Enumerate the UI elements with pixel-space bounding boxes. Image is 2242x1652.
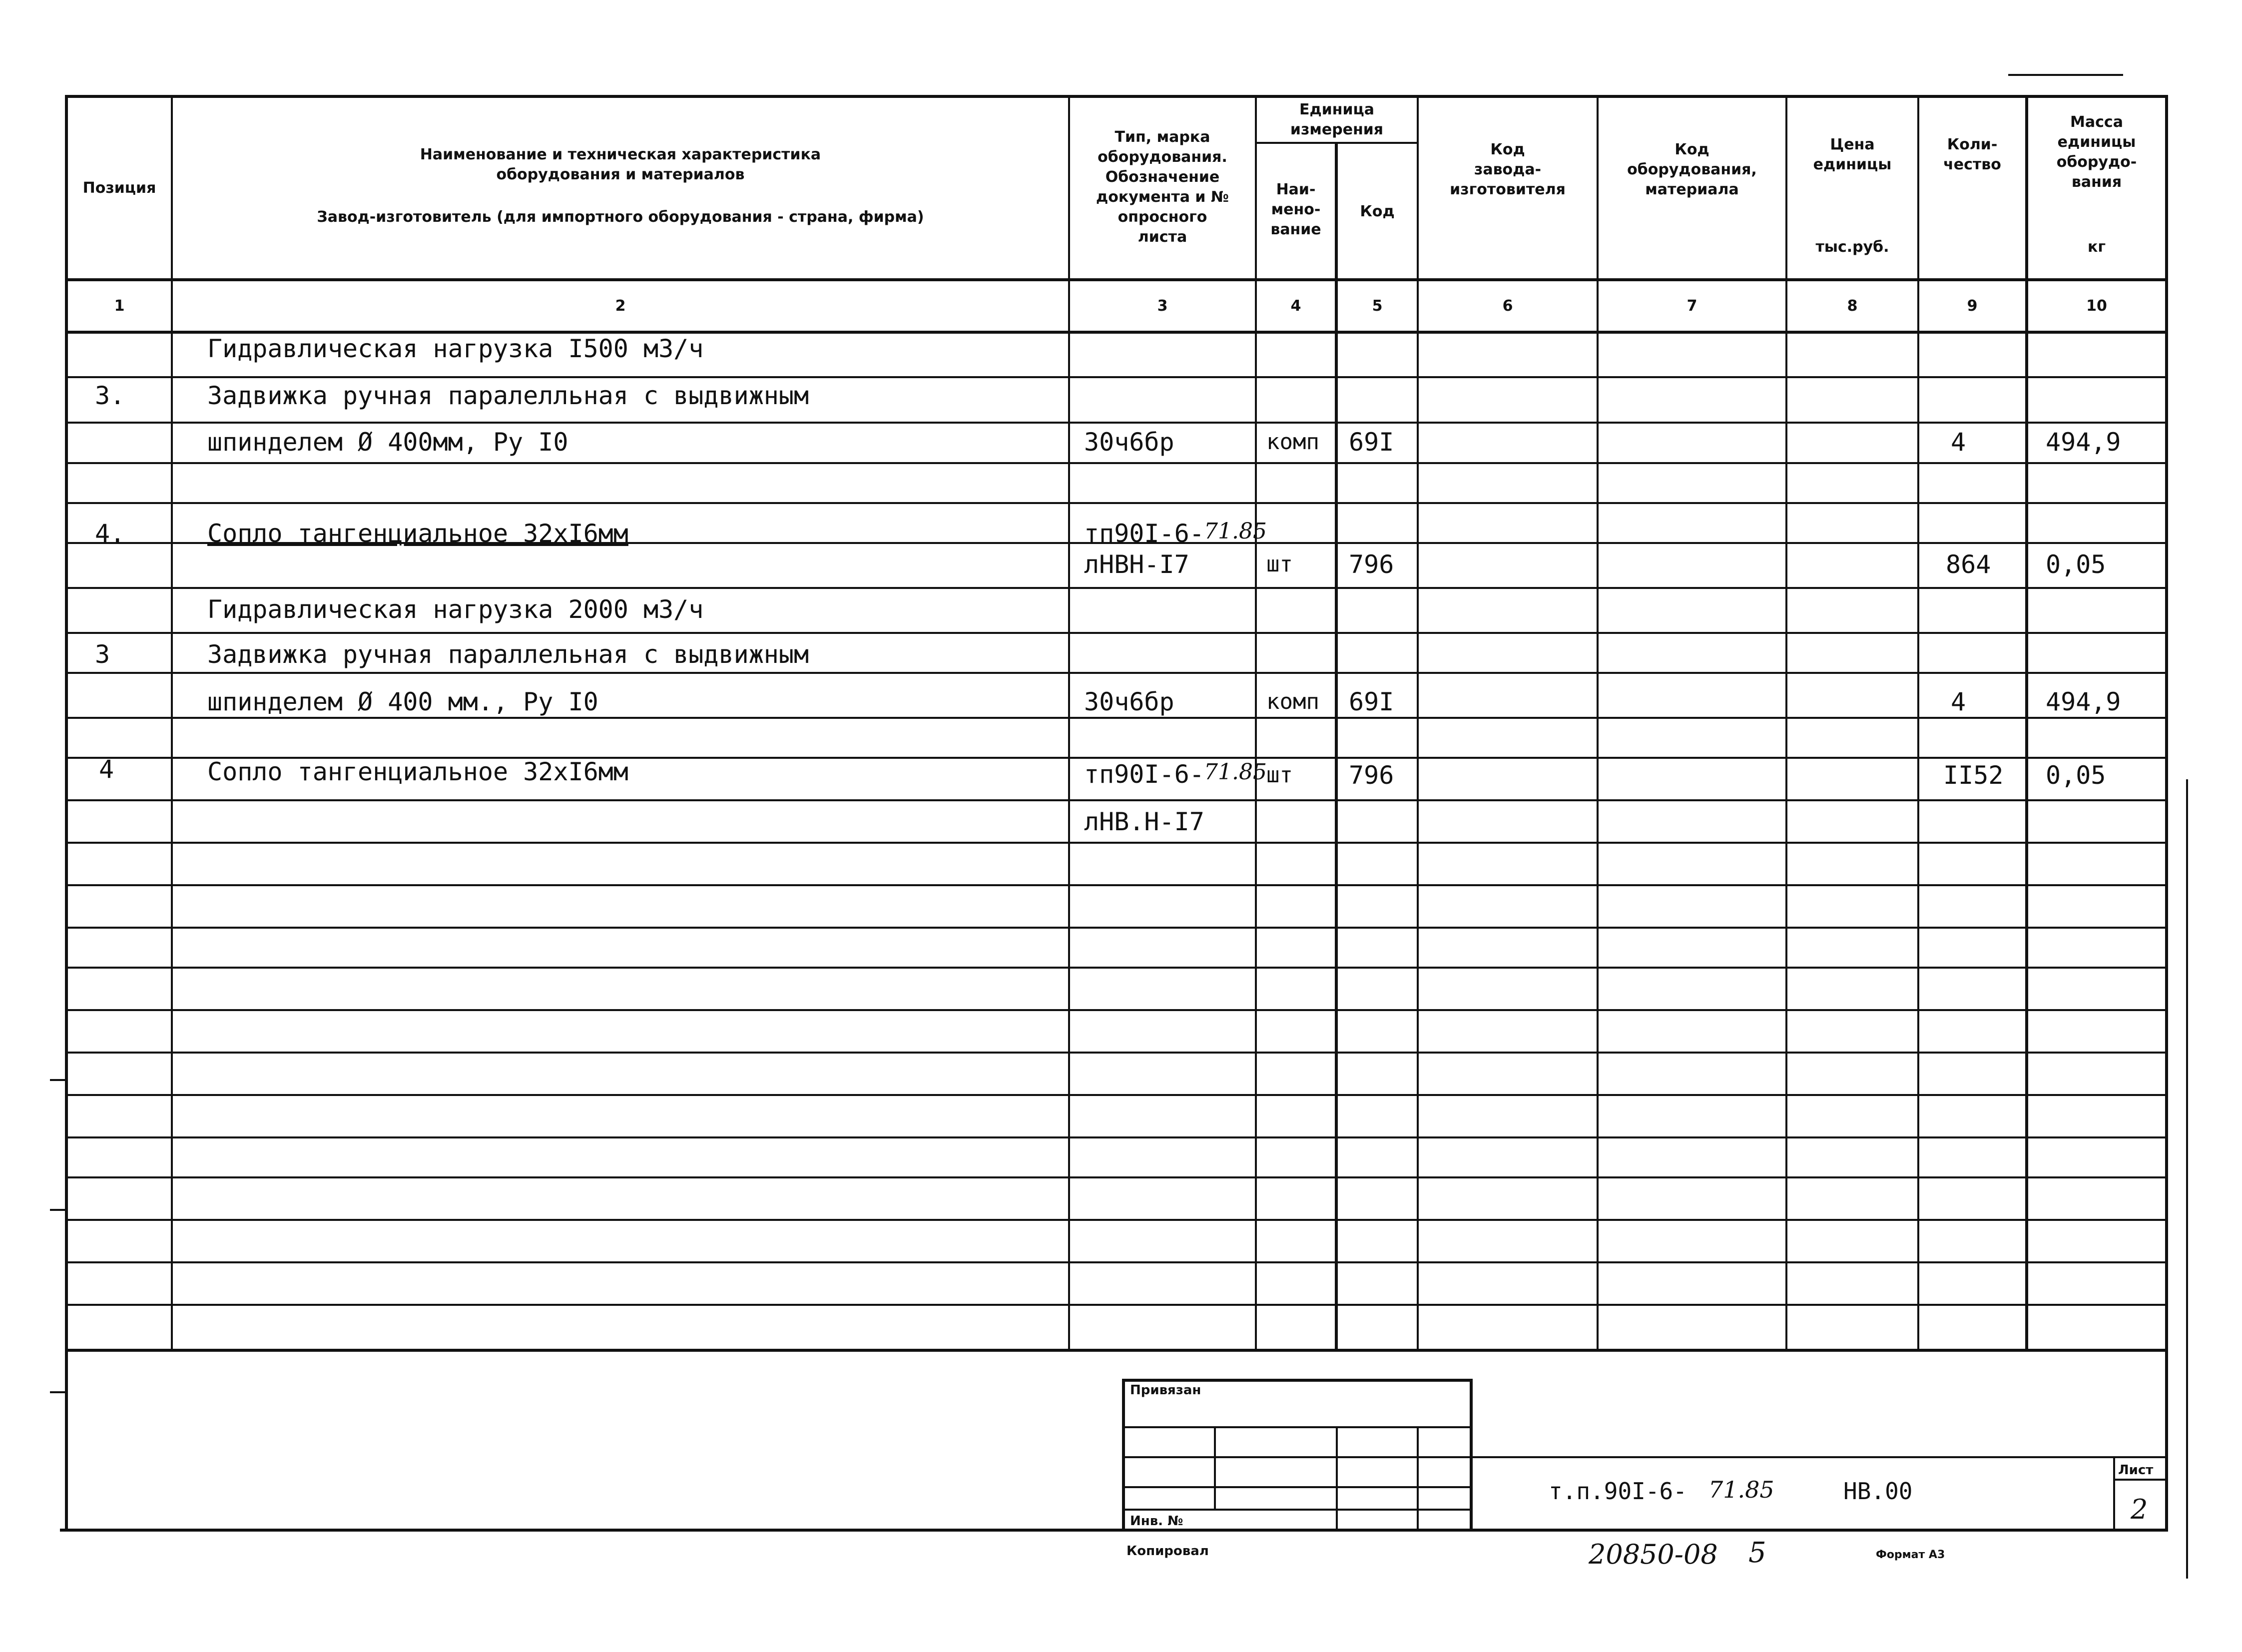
header-mass: Масса единицы оборудо- вания bbox=[2056, 113, 2137, 191]
row-4-name: Сопло тангенциальное 32xI6мм bbox=[207, 519, 628, 548]
col-num-1: 1 bbox=[114, 297, 125, 315]
col-num-5: 5 bbox=[1372, 297, 1383, 315]
header-price: Цена единицы bbox=[1813, 136, 1892, 173]
row-9-unit: шт bbox=[1266, 762, 1293, 788]
header-quantity: Коли- чество bbox=[1943, 136, 2001, 173]
stamp-code: НВ.00 bbox=[1843, 1478, 1913, 1505]
row-2-code: 69I bbox=[1349, 428, 1394, 457]
row-2-mass: 494,9 bbox=[2046, 428, 2121, 457]
row-1-name: Задвижка ручная паралелльная с выдвижным bbox=[207, 381, 809, 410]
row-9-mass: 0,05 bbox=[2046, 761, 2106, 790]
col-num-9: 9 bbox=[1967, 297, 1978, 315]
header-unit-name: Наи- мено- вание bbox=[1270, 181, 1321, 238]
corner-mark bbox=[2008, 74, 2123, 76]
header-type: Тип, марка оборудования. Обозначение документа и № опросного листа bbox=[1096, 128, 1229, 246]
row-2-name: шпинделем Ø 400мм, Ру I0 bbox=[207, 428, 568, 457]
row-9-type: тп90I-6- bbox=[1084, 760, 1204, 789]
margin-tick bbox=[50, 1209, 68, 1211]
col-num-3: 3 bbox=[1157, 297, 1168, 315]
footer-kopiroval: Копировал bbox=[1126, 1544, 1209, 1559]
row-4-type-handwritten: 71.85 bbox=[1204, 519, 1267, 544]
col-num-4: 4 bbox=[1290, 297, 1301, 315]
header-name-factory: Завод-изготовитель (для импортного оборудования - страна, фирма) bbox=[317, 208, 924, 226]
header-unit-code: Код bbox=[1360, 202, 1395, 220]
row-4-pos: 4. bbox=[95, 519, 125, 548]
row-5-type: лНВН-I7 bbox=[1084, 550, 1189, 579]
stamp-inv: Инв. № bbox=[1130, 1514, 1183, 1529]
row-2-qty: 4 bbox=[1951, 428, 1966, 457]
row-8-code: 69I bbox=[1349, 687, 1394, 716]
row-7-pos: 3 bbox=[95, 640, 110, 669]
footer-doc-number: 20850-08 bbox=[1589, 1539, 1718, 1570]
stamp-sheet-number: 2 bbox=[2131, 1494, 2148, 1525]
header-mass-unit: кг bbox=[2087, 238, 2106, 256]
stamp-designation: т.п.90I-6- bbox=[1549, 1478, 1687, 1505]
col-num-2: 2 bbox=[615, 297, 626, 315]
header-position: Позиция bbox=[82, 179, 156, 197]
header-factory-code: Код завода- изготовителя bbox=[1450, 141, 1566, 198]
row-8-qty: 4 bbox=[1951, 687, 1966, 716]
header-name-title: Наименование и техническая характеристика оборудования и материалов bbox=[420, 146, 821, 183]
row-6-name: Гидравлическая нагрузка 2000 м3/ч bbox=[207, 595, 704, 624]
row-8-name: шпинделем Ø 400 мм., Ру I0 bbox=[207, 687, 598, 716]
row-7-name: Задвижка ручная параллельная с выдвижным bbox=[207, 640, 809, 669]
row-9-type-handwritten: 71.85 bbox=[1204, 759, 1267, 785]
row-8-unit: комп bbox=[1266, 689, 1319, 714]
row-2-type: 30ч6бр bbox=[1084, 428, 1174, 457]
row-0-name: Гидравлическая нагрузка I500 м3/ч bbox=[207, 334, 704, 363]
header-price-unit: тыс.руб. bbox=[1815, 238, 1889, 256]
col-num-10: 10 bbox=[2086, 297, 2107, 315]
edge-mark bbox=[2186, 779, 2188, 1579]
row-9-pos: 4 bbox=[99, 755, 114, 784]
row-5-unit: шт bbox=[1266, 551, 1293, 577]
stamp-designation-handwritten: 71.85 bbox=[1708, 1476, 1774, 1503]
row-5-qty: 864 bbox=[1946, 550, 1991, 579]
row-2-unit: комп bbox=[1266, 429, 1319, 455]
col-num-7: 7 bbox=[1686, 297, 1697, 315]
row-9-qty: II52 bbox=[1943, 761, 2004, 790]
header-material-code: Код оборудования, материала bbox=[1627, 141, 1757, 198]
header-unit: Единица измерения bbox=[1290, 101, 1384, 138]
col-num-8: 8 bbox=[1847, 297, 1858, 315]
stamp-sheet-label: Лист bbox=[2118, 1463, 2154, 1478]
margin-tick bbox=[50, 1391, 68, 1393]
row-9-code: 796 bbox=[1349, 761, 1394, 790]
footer-page: 5 bbox=[1748, 1537, 1766, 1569]
footer-format: Формат А3 bbox=[1876, 1549, 1945, 1561]
row-5-mass: 0,05 bbox=[2046, 550, 2106, 579]
row-5-code: 796 bbox=[1349, 550, 1394, 579]
margin-tick bbox=[50, 1079, 68, 1081]
row-1-pos: 3. bbox=[95, 381, 125, 410]
row-10-type: лНВ.Н-I7 bbox=[1084, 807, 1204, 836]
row-4-type: тп90I-6- bbox=[1084, 519, 1204, 548]
row-9-name: Сопло тангенциальное 32xI6мм bbox=[207, 757, 628, 786]
row-8-type: 30ч6бр bbox=[1084, 687, 1174, 716]
row-8-mass: 494,9 bbox=[2046, 687, 2121, 716]
col-num-6: 6 bbox=[1502, 297, 1513, 315]
stamp-privyazan: Привязан bbox=[1130, 1383, 1201, 1398]
